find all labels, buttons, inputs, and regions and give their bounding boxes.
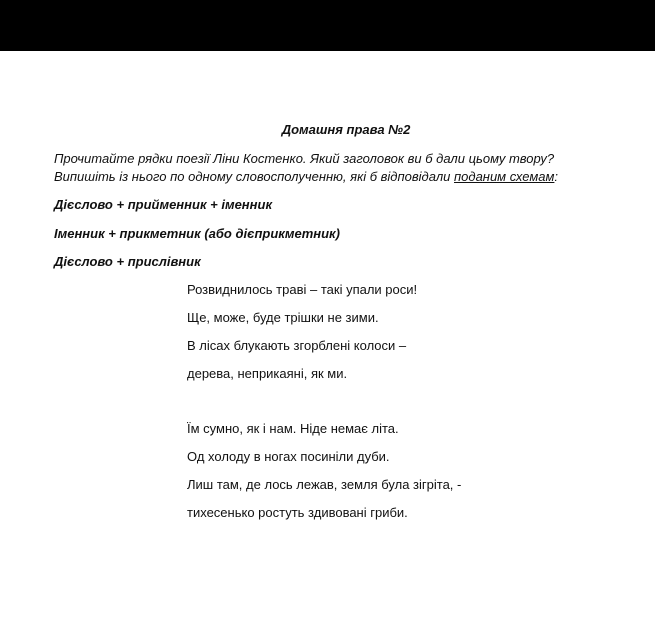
- instructions-line-2-prefix: Випишіть із нього по одному словосполученню, які б відповідали: [54, 169, 454, 184]
- poem: [187, 279, 461, 530]
- instructions: [54, 150, 614, 186]
- document-title: Домашня права №2: [281, 122, 411, 137]
- instructions-underlined-phrase: поданим схемам: [454, 169, 555, 184]
- scheme-3: Дієслово + прислівник: [54, 254, 201, 269]
- poem-stanza-1-line-4: дерева, неприкаяні, як ми.: [187, 366, 348, 381]
- poem-stanza-1-line-3: В лісах блукають згорблені колоси –: [187, 338, 407, 353]
- poem-stanza-2-line-3: Лиш там, де лось лежав, земля була зігріта, -: [187, 477, 462, 492]
- scheme-2: Іменник + прикметник (або дієприкметник): [54, 226, 340, 241]
- instructions-line-1: Прочитайте рядки поезії Ліни Костенко. Який заголовок ви б дали цьому твору?: [54, 151, 555, 166]
- poem-stanza-1-line-2: Ще, може, буде трішки не зими.: [187, 310, 379, 325]
- top-black-bar: [0, 0, 655, 51]
- stanza-gap: [187, 391, 461, 418]
- scheme-1: Дієслово + прийменник + іменник: [54, 197, 273, 212]
- instructions-line-2: [54, 168, 614, 186]
- poem-stanza-2-line-4: тихесенько ростуть здивовані гриби.: [187, 505, 408, 520]
- poem-stanza-1-line-1: Розвиднилось траві – такі упали роси!: [187, 282, 418, 297]
- poem-stanza-2-line-1: Їм сумно, як і нам. Ніде немає літа.: [187, 421, 399, 436]
- poem-stanza-2-line-2: Од холоду в ногах посиніли дуби.: [187, 449, 390, 464]
- instructions-line-2-suffix: :: [554, 169, 559, 184]
